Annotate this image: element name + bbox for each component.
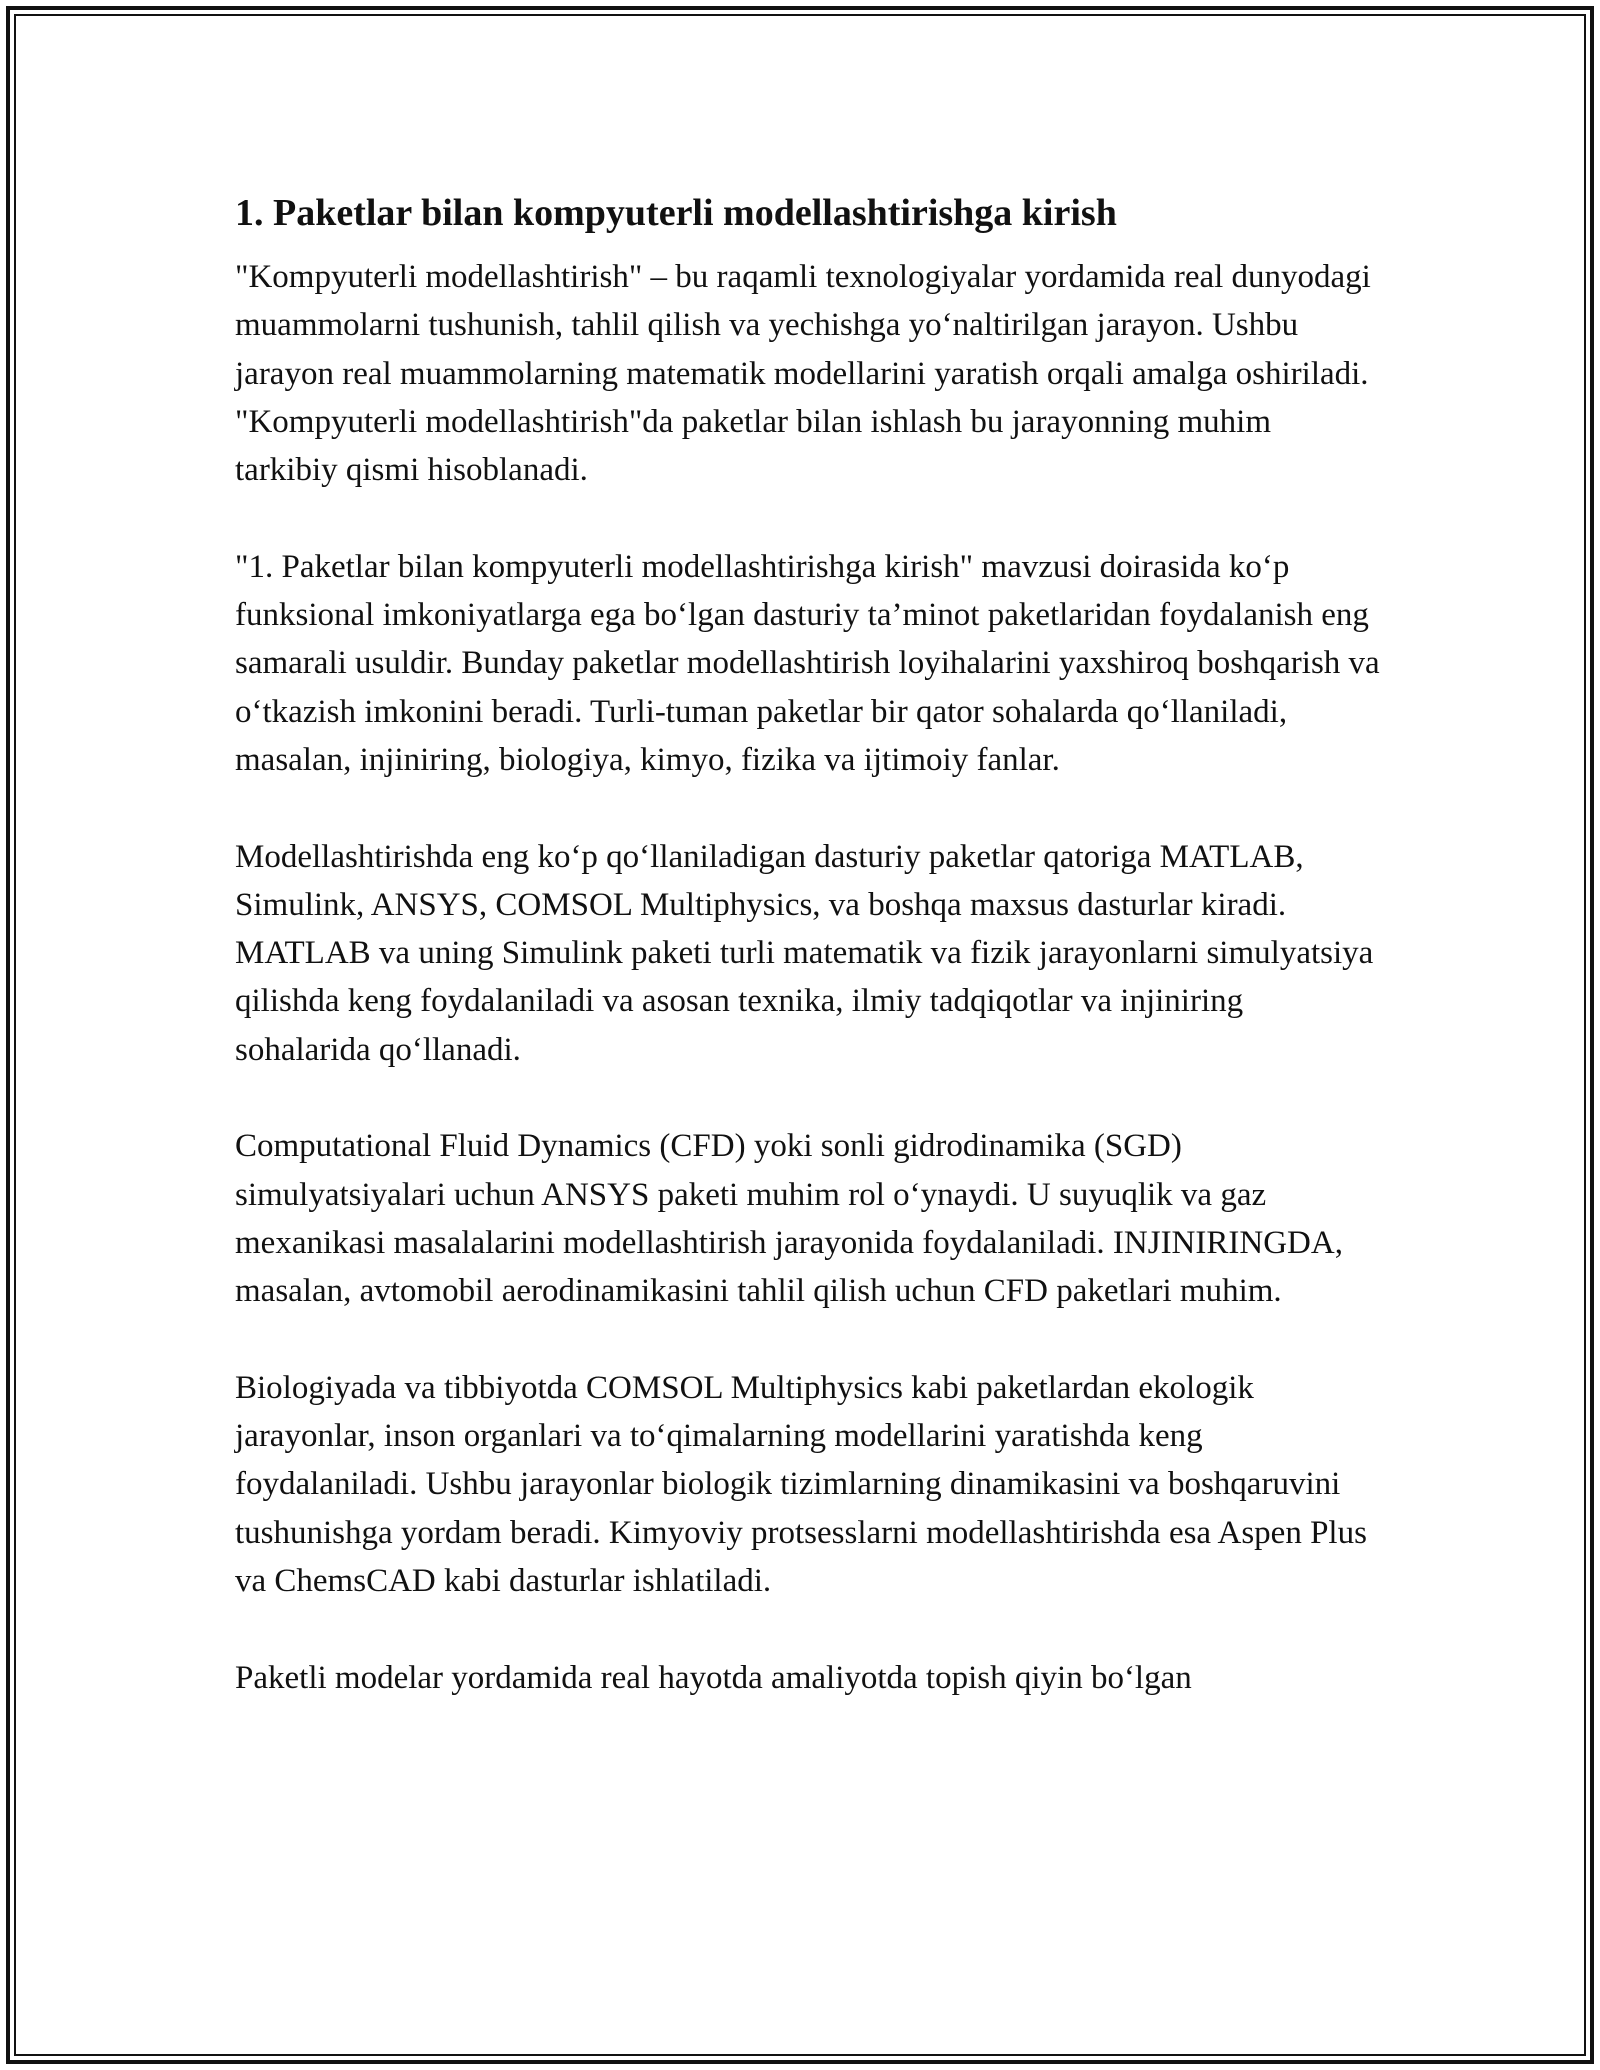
paragraph-4: Computational Fluid Dynamics (CFD) yoki sonli gidrodinamika (SGD) simulyatsiyalari uchun ANSYS paketi muhim rol o‘ynaydi. U suyuqlik va gaz mexanikasi masalalarini modellashtirish jarayonida foydalaniladi. INJINIRINGDA, masalan, avtomobil aerodinamikasini tahlil qilish uchun CFD paketlari muhim.	[235, 1128, 1343, 1310]
section-heading: 1. Paketlar bilan kompyuterli modellashtirishga kirish	[235, 192, 1117, 234]
document-body	[235, 185, 1380, 1750]
paragraph-5: Biologiyada va tibbiyotda COMSOL Multiphysics kabi paketlardan ekologik jarayonlar, inson organlari va to‘qimalarning modellarini yaratishda keng foydalaniladi. Ushbu jarayonlar biologik tizimlarning dinamikasini va boshqaruvini tushunishga yordam beradi. Kimyoviy protsesslarni modellashtirishda esa Aspen Plus va ChemsCAD kabi dasturlar ishlatiladi.	[235, 1369, 1367, 1600]
paragraph-3: Modellashtirishda eng ko‘p qo‘llaniladigan dasturiy paketlar qatoriga MATLAB, Simulink, ANSYS, COMSOL Multiphysics, va boshqa maxsus dasturlar kiradi. MATLAB va uning Simulink paketi turli matematik va fizik jarayonlarni simulyatsiya qilishda keng foydalaniladi va asosan texnika, ilmiy tadqiqotlar va injiniring sohalarida qo‘llanadi.	[235, 838, 1374, 1068]
paragraph-2: "1. Paketlar bilan kompyuterli modellashtirishga kirish" mavzusi doirasida ko‘p funksional imkoniyatlarga ega bo‘lgan dasturiy ta’minot paketlaridan foydalanish eng samarali usuldir. Bunday paketlar modellashtirish loyihalarini yaxshiroq boshqarish va o‘tkazish imkonini beradi. Turli-tuman paketlar bir qator sohalarda qo‘llaniladi, masalan, injiniring, biologiya, kimyo, fizika va ijtimoiy fanlar.	[235, 548, 1380, 778]
paragraph-6: Paketli modelar yordamida real hayotda amaliyotda topish qiyin bo‘lgan	[235, 1659, 1192, 1696]
paragraph-1: "Kompyuterli modellashtirish" – bu raqamli texnologiyalar yordamida real dunyodagi muammolarni tushunish, tahlil qilish va yechishga yo‘naltirilgan jarayon. Ushbu jarayon real muammolarning matematik modellarini yaratish orqali amalga oshiriladi. "Kompyuterli modellashtirish"da paketlar bilan ishlash bu jarayonning muhim tarkibiy qismi hisoblanadi.	[235, 259, 1371, 489]
